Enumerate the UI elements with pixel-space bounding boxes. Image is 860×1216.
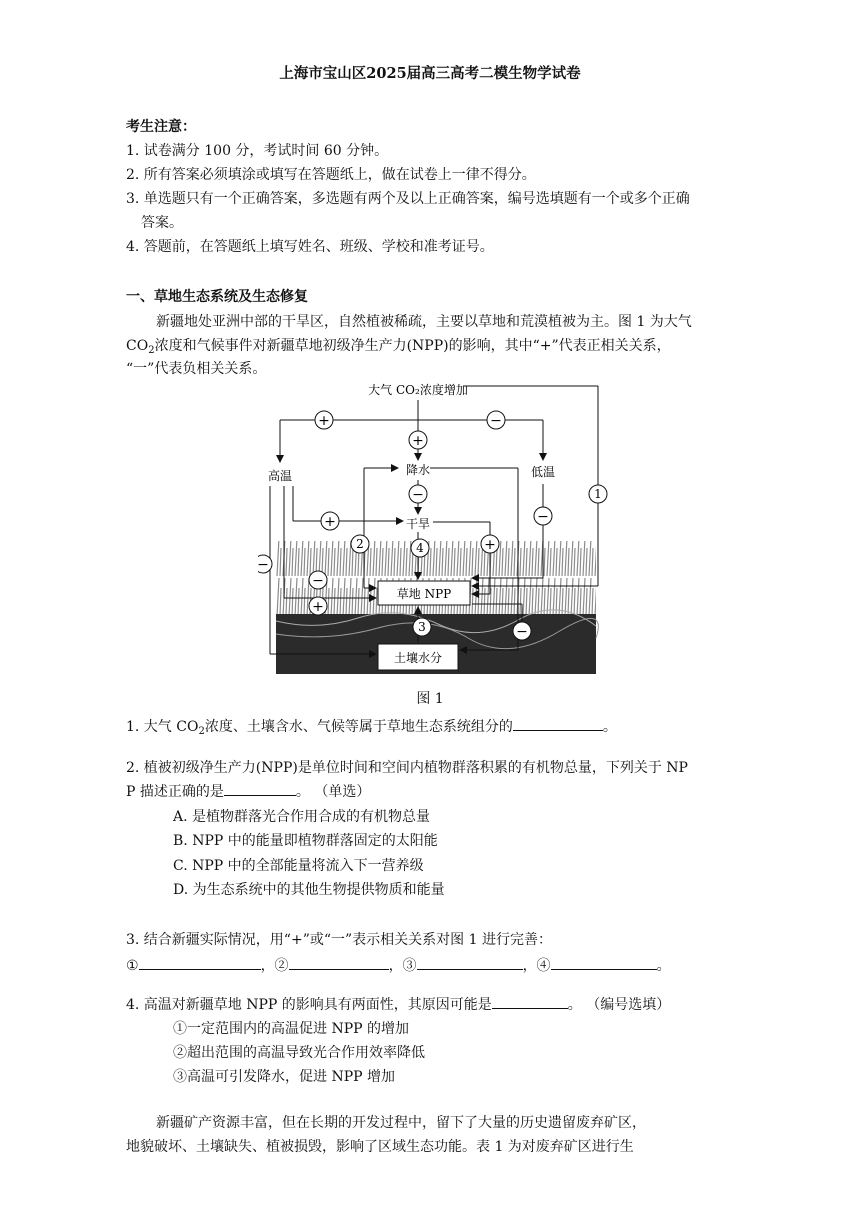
drought-label: 干旱 — [405, 517, 431, 531]
intro-text: 新疆地处亚洲中部的干旱区，自然植被稀疏，主要以草地和荒漠植被为主。图 1 为大气 — [156, 314, 692, 330]
npp-label: 草地 NPP — [396, 587, 452, 601]
answer-blank[interactable] — [224, 781, 296, 796]
question-3: 3. 结合新疆实际情况，用“+”或“一”表示相关关系对图 1 进行完善： — [126, 932, 552, 948]
question-2: 2. 植被初级净生产力(NPP)是单位时间和空间内植物群落积累的有机物总量，下列关于 NP — [126, 760, 688, 776]
section-heading: 一、草地生态系统及生态修复 — [126, 289, 308, 305]
notice-item: 1. 试卷满分 100 分，考试时间 60 分钟。 — [126, 143, 389, 159]
page-title: 上海市宝山区2025届高三高考二模生物学试卷 — [279, 65, 581, 82]
sign-plus: + — [412, 433, 424, 449]
marker-1: 1 — [594, 487, 602, 501]
option-3[interactable]: ③高温可引发降水，促进 NPP 增加 — [173, 1069, 395, 1085]
intro-text: $CO_2$浓度和气候事件对新疆草地初级净生产力(NPP)的影响，其中“+”代表正相关关系， — [126, 338, 671, 356]
answer-blank-1[interactable] — [139, 955, 261, 970]
sign-minus: − — [312, 573, 324, 589]
sign-plus: + — [312, 599, 324, 615]
notice-item: 3. 单选题只有一个正确答案，多选题有两个及以上正确答案，编号选填题有一个或多个正确 — [126, 191, 690, 207]
marker-4: 4 — [416, 541, 424, 555]
sign-minus: − — [412, 487, 424, 503]
sign-minus: − — [537, 509, 549, 525]
precip-label: 降水 — [405, 463, 431, 477]
sign-minus: − — [516, 624, 528, 640]
option-d[interactable]: D. 为生态系统中的其他生物提供物质和能量 — [173, 882, 445, 898]
answer-blank[interactable] — [492, 994, 568, 1009]
option-b[interactable]: B. NPP 中的能量即植物群落固定的太阳能 — [173, 833, 438, 849]
high-temp-label: 高温 — [267, 469, 293, 483]
paragraph-text: 地貌破坏、土壤缺失、植被损毁，影响了区域生态功能。表 1 为对废弃矿区进行生 — [126, 1139, 634, 1155]
question-2-line2: P 描述正确的是 。 （单选） — [126, 781, 370, 801]
sign-minus: − — [490, 413, 502, 429]
low-temp-label: 低温 — [530, 465, 556, 479]
sign-plus: + — [324, 514, 336, 530]
marker-2: 2 — [356, 537, 364, 551]
paragraph-text: 新疆矿产资源丰富，但在长期的开发过程中，留下了大量的历史遗留废弃矿区， — [156, 1115, 646, 1131]
option-1[interactable]: ①一定范围内的高温促进 NPP 的增加 — [173, 1021, 409, 1037]
answer-blank-3[interactable] — [417, 955, 523, 970]
sign-plus: + — [318, 413, 330, 429]
sign-plus: + — [484, 537, 496, 553]
answer-blank-4[interactable] — [551, 955, 657, 970]
marker-3: 3 — [418, 620, 426, 634]
option-2[interactable]: ②超出范围的高温导致光合作用效率降低 — [173, 1045, 425, 1061]
question-1: 1. 大气 $CO_2$浓度、土壤含水、气候等属于草地生态系统组分的 。 — [126, 716, 617, 737]
notice-item: 答案。 — [141, 215, 183, 231]
question-4: 4. 高温对新疆草地 NPP 的影响具有两面性，其原因可能是 。 （编号选填） — [126, 994, 670, 1014]
figure-caption: 图 1 — [416, 691, 444, 707]
answer-blank-2[interactable] — [289, 955, 389, 970]
option-a[interactable]: A. 是植物群落光合作用合成的有机物总量 — [173, 809, 431, 825]
notice-item: 4. 答题前，在答题纸上填写姓名、班级、学校和准考证号。 — [126, 239, 494, 255]
co2-label: 大气 CO₂浓度增加 — [368, 383, 468, 397]
soil-label: 土壤水分 — [393, 651, 443, 665]
answer-blank[interactable] — [513, 716, 603, 731]
sign-minus: − — [258, 557, 269, 573]
figure-1 — [258, 376, 610, 676]
notice-heading: 考生注意： — [126, 119, 196, 135]
notice-item: 2. 所有答案必须填涂或填写在答题纸上，做在试卷上一律不得分。 — [126, 167, 536, 183]
question-3-blanks: ① ，② ，③ ，④ 。 — [126, 955, 671, 975]
option-c[interactable]: C. NPP 中的全部能量将流入下一营养级 — [173, 858, 424, 874]
intro-text: “一”代表负相关关系。 — [126, 361, 267, 377]
